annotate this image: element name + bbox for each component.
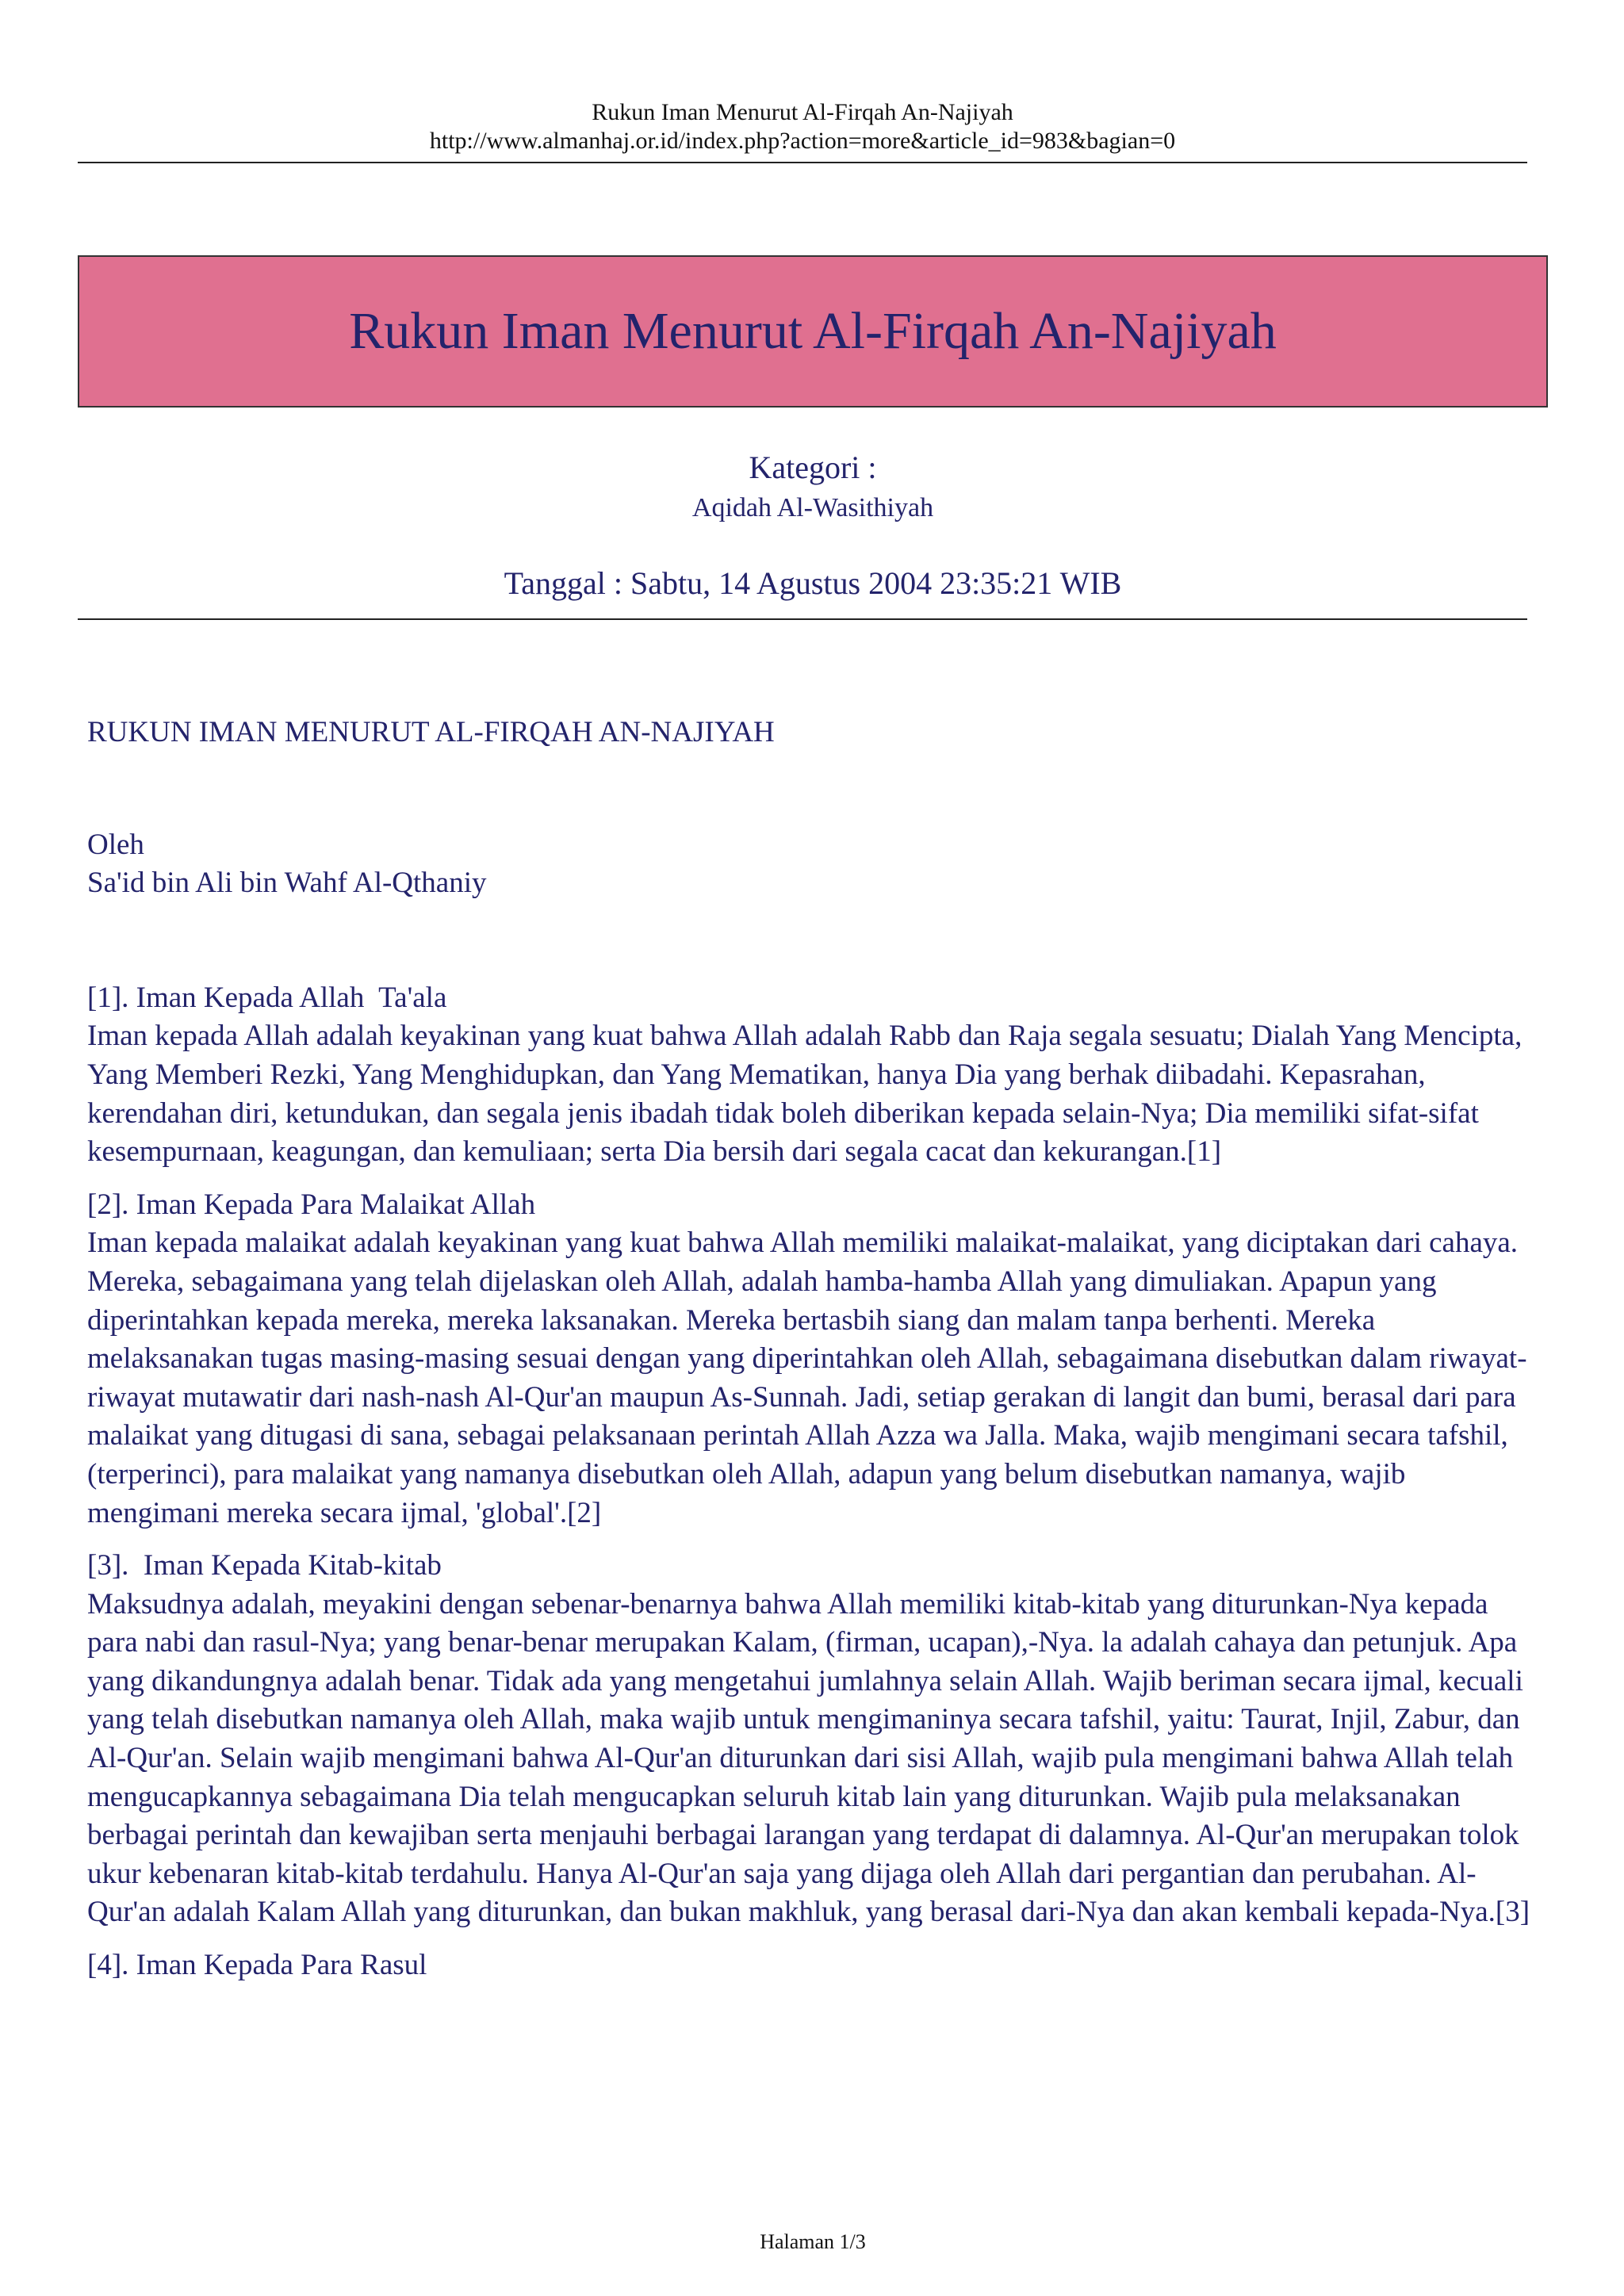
section-title: [4]. Iman Kepada Para Rasul <box>87 1949 427 1982</box>
running-header <box>78 98 1527 155</box>
article-content <box>87 714 1538 1999</box>
meta-rule <box>78 618 1527 620</box>
article-heading: RUKUN IMAN MENURUT AL-FIRQAH AN-NAJIYAH <box>87 716 775 748</box>
section-iman-allah <box>87 979 1538 1172</box>
kategori-value: Aqidah Al-Wasithiyah <box>691 493 934 522</box>
section-iman-malaikat <box>87 1186 1538 1533</box>
section-title: [1]. Iman Kepada Allah Ta'ala <box>87 981 447 1014</box>
by-label: Oleh <box>87 828 144 861</box>
section-iman-rasul <box>87 1946 1538 1985</box>
section-title: [3]. Iman Kepada Kitab-kitab <box>87 1549 442 1582</box>
author-name: Sa'id bin Ali bin Wahf Al-Qthaniy <box>87 867 487 900</box>
header-rule <box>78 162 1527 163</box>
tanggal: Tanggal : Sabtu, 14 Agustus 2004 23:35:21 WIB <box>504 565 1122 601</box>
article-title: Rukun Iman Menurut Al-Firqah An-Najiyah <box>349 302 1277 360</box>
section-body: Iman kepada Allah adalah keyakinan yang kuat bahwa Allah adalah Rabb dan Raja segala sesuatu; Dialah Yang Mencipta, Yang Memberi Rezki, Yang Menghidupkan, dan Yang Mematikan, hanya Dia yang berhak diibadahi. Kepasrahan, kerendahan diri, ketundukan, dan segala jenis ibadah tidak boleh diberikan kepada selain-Nya; Dia memiliki sifat-sifat kesempurnaan, keagungan, dan kemuliaan; serta Dia bersih dari segala cacat dan kekurangan.[1] <box>87 1020 1522 1169</box>
section-body: Maksudnya adalah, meyakini dengan sebenar-benarnya bahwa Allah memiliki kitab-kitab yang diturunkan-Nya kepada para nabi dan rasul-Nya; yang benar-benar merupakan Kalam, (firman, ucapan),-Nya. la adalah cahaya dan petunjuk. Apa yang dikandungnya adalah benar. Tidak ada yang mengetahui jumlahnya selain Allah. Wajib beriman secara ijmal, kecuali yang telah disebutkan namanya oleh Allah, maka wajib untuk mengimaninya secara tafshil, yaitu: Taurat, Injil, Zabur, dan Al-Qur'an. Selain wajib mengimani bahwa Al-Qur'an diturunkan dari sisi Allah, wajib pula mengimani bahwa Allah telah mengucapkannya sebagaimana Dia telah mengucapkan seluruh kitab lain yang diturunkan. Wajib pula melaksanakan berbagai perintah dan kewajiban serta menjauhi berbagai larangan yang terdapat di dalamnya. Al-Qur'an merupakan tolok ukur kebenaran kitab-kitab terdahulu. Hanya Al-Qur'an saja yang dijaga oleh Allah dari pergantian dan perubahan. Al-Qur'an adalah Kalam Allah yang diturunkan, dan bukan makhluk, yang berasal dari-Nya dan akan kembali kepada-Nya.[3] <box>87 1587 1530 1929</box>
section-body: Iman kepada malaikat adalah keyakinan yang kuat bahwa Allah memiliki malaikat-malaikat, yang diciptakan dari cahaya. Mereka, sebagaimana yang telah dijelaskan oleh Allah, adalah hamba-hamba Allah yang dimuliakan. Apapun yang diperintahkan kepada mereka, mereka laksanakan. Mereka bertasbih siang dan malam tanpa berhenti. Mereka melaksanakan tugas masing-masing sesuai dengan yang diperintahkan oleh Allah, sebagaimana disebutkan dalam riwayat-riwayat mutawatir dari nash-nash Al-Qur'an maupun As-Sunnah. Jadi, setiap gerakan di langit dan bumi, berasal dari para malaikat yang ditugasi di sana, sebagai pelaksanaan perintah Allah Azza wa Jalla. Maka, wajib mengimani secara tafshil, (terperinci), para malaikat yang namanya disebutkan oleh Allah, adapun yang belum disebutkan namanya, wajib mengimani mereka secara ijmal, 'global'.[2] <box>87 1226 1527 1529</box>
running-header-url: http://www.almanhaj.or.id/index.php?action=more&article_id=983&bagian=0 <box>429 128 1176 154</box>
kategori-label: Kategori : <box>749 450 877 485</box>
running-header-title: Rukun Iman Menurut Al-Firqah An-Najiyah <box>592 99 1013 125</box>
section-iman-kitab <box>87 1547 1538 1932</box>
page-number: Halaman 1/3 <box>760 2230 866 2253</box>
title-box <box>78 255 1548 408</box>
section-title: [2]. Iman Kepada Para Malaikat Allah <box>87 1188 536 1221</box>
